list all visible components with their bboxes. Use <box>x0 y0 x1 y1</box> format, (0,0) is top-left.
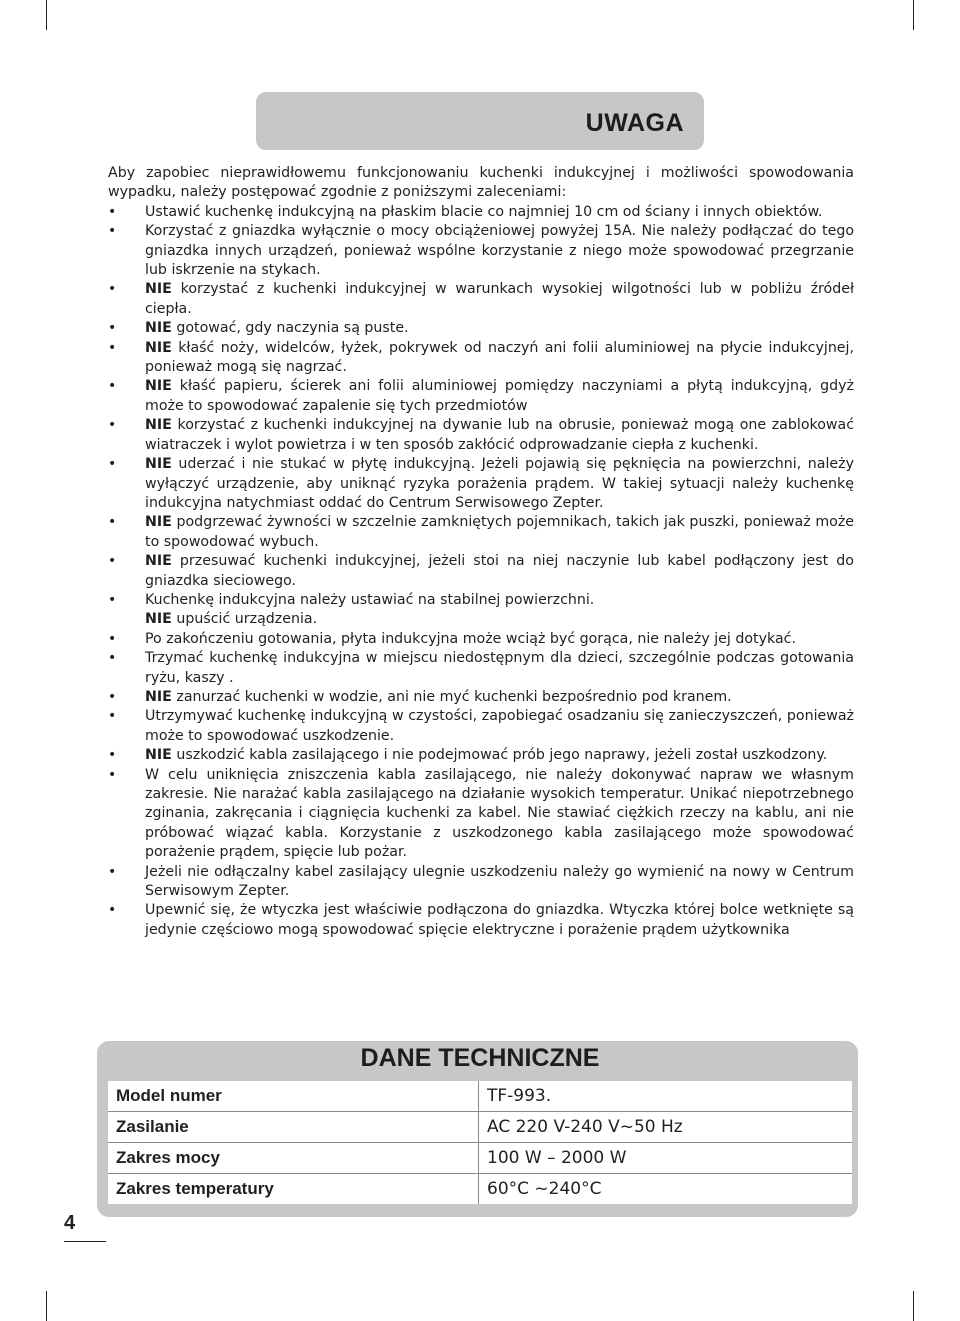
warning-emphasis: NIE <box>145 456 172 473</box>
warning-list-item <box>108 688 854 707</box>
warning-list-item <box>108 630 854 649</box>
tech-data-label: Zakres mocy <box>108 1143 479 1174</box>
warning-list-item <box>108 280 854 319</box>
warning-text: przesuwać kuchenki indukcyjnej, jeżeli stoi na niej naczynie lub kabel podłączony jest do gniazdka sieciowego. <box>145 553 854 589</box>
warning-text: korzystać z kuchenki indukcyjnej w warunkach wysokiej wilgotności lub w pobliżu źródeł ciepła. <box>145 281 854 317</box>
tech-data-label: Zakres temperatury <box>116 1179 274 1198</box>
warning-list-item <box>108 591 854 630</box>
warning-banner <box>256 92 704 150</box>
warning-emphasis: NIE <box>145 281 172 298</box>
warning-text: Ustawić kuchenkę indukcyjną na płaskim blacie co najmniej 10 cm od ściany i innych obiektów. <box>145 203 823 220</box>
warning-emphasis: NIE <box>145 417 172 434</box>
warning-emphasis: NIE <box>145 553 172 570</box>
warning-list-item <box>108 649 854 688</box>
tech-data-row <box>108 1174 852 1205</box>
warning-intro: Aby zapobiec nieprawidłowemu funkcjonowaniu kuchenki indukcyjnej i możliwości spowodowania wypadku, należy postępować zgodnie z poniższymi zaleceniami: <box>108 165 854 201</box>
warning-list-item <box>108 203 854 222</box>
warning-text: Korzystać z gniazdka wyłącznie o mocy obciążeniowej powyżej 15A. Nie należy podłączać do tego gniazdka innych urządzeń, ponieważ wspólne korzystanie z niego może spowodować przegrzanie lub iskrzenie na stykach. <box>145 223 854 279</box>
warning-list-item <box>108 222 854 280</box>
warning-list-item <box>108 339 854 378</box>
warning-list-item <box>108 552 854 591</box>
warning-list-item <box>108 319 854 338</box>
warning-emphasis: NIE <box>145 339 172 356</box>
warning-emphasis: NIE <box>145 688 172 705</box>
warning-text: Jeżeli nie odłączalny kabel zasilający ulegnie uszkodzeniu należy go wymienić na nowy w Centrum Serwisowym Zepter. <box>145 863 854 900</box>
warning-list-item <box>108 863 854 902</box>
warning-text: W celu uniknięcia zniszczenia kabla zasilającego, nie należy dokonywać napraw we własnym zakresie. Nie narażać kabla zasilającego na działanie wysokich temperatur. Unikać niepotrzebnego zginania, zakręcania i ciągnięcia kuchenki za kabel. Nie stawiać ciężkich rzeczy na kablu, ani nie próbować wiązać kabla. Korzystanie z uszkodzonego kabla zasilającego może spowodować porażenie prądem, spięcie lub pożar. <box>145 766 854 861</box>
warning-list <box>108 203 854 940</box>
warning-text: uderzać i nie stukać w płytę indukcyjną. Jeżeli pojawią się pęknięcia na powierzchni, należy wyłączyć urządzenie, aby uniknąć ryzyka porażenia prądem. W takiej sytuacji należy kuchenkę indukcyjna natychmiast oddać do Centrum Serwisowego Zepter. <box>145 456 854 511</box>
warning-emphasis: NIE <box>145 320 172 337</box>
warning-list-item <box>108 746 854 765</box>
crop-mark <box>46 0 47 30</box>
tech-data-row <box>108 1143 852 1174</box>
warning-list-item <box>108 707 854 746</box>
warning-text: uszkodzić kabla zasilającego i nie podejmować prób jego naprawy, jeżeli został uszkodzony. <box>171 747 828 764</box>
warning-emphasis: NIE <box>145 514 172 531</box>
tech-data-row <box>108 1081 852 1112</box>
warning-text: gotować, gdy naczynia są puste. <box>171 320 409 337</box>
crop-mark <box>46 1291 47 1321</box>
warning-text: podgrzewać żywności w szczelnie zamkniętych pojemnikach, takich jak puszki, ponieważ może to spowodować wybuch. <box>145 514 854 550</box>
warning-text: zanurzać kuchenki w wodzie, ani nie myć kuchenki bezpośrednio pod kranem. <box>171 688 732 705</box>
warning-text: Kuchenkę indukcyjna należy ustawiać na stabilnej powierzchni. <box>145 591 595 608</box>
warning-text: kłaść noży, widelców, łyżek, pokrywek od naczyń ani folii aluminiowej na płycie indukcyjnej, ponieważ mogą się nagrzać. <box>145 339 854 376</box>
warning-text: Po zakończeniu gotowania, płyta indukcyjna może wciąż być gorąca, nie należy jej dotykać. <box>145 630 796 647</box>
page-number-rule <box>64 1241 106 1242</box>
warning-title: UWAGA <box>585 109 684 137</box>
tech-data-value: AC 220 V-240 V~50 Hz <box>479 1112 853 1143</box>
warning-text: Trzymać kuchenkę indukcyjna w miejscu niedostępnym dla dzieci, szczególnie podczas gotowania ryżu, kaszy . <box>145 650 854 686</box>
warning-text: kłaść papieru, ścierek ani folii aluminiowej pomiędzy naczyniami a płytą indukcyjną, gdyż może to spowodować zapalenie się tych przedmiotów <box>145 378 854 414</box>
tech-data-label: Zasilanie <box>108 1112 479 1143</box>
tech-data-value: TF-993. <box>479 1081 853 1112</box>
tech-data-table <box>108 1081 852 1204</box>
warning-list-item <box>108 513 854 552</box>
warning-emphasis: NIE <box>145 747 172 764</box>
warning-list-item <box>108 455 854 513</box>
warning-text: korzystać z kuchenki indukcyjnej na dywanie lub na obrusie, ponieważ mogą one zablokować wiatraczek i wylot powietrza i w ten sposób zakłócić odprowadzanie ciepła z kuchenki. <box>145 417 854 453</box>
tech-data-title: DANE TECHNICZNE <box>360 1044 600 1072</box>
page-number: 4 <box>64 1212 76 1234</box>
crop-mark <box>913 1291 914 1321</box>
warning-emphasis: NIE <box>145 611 172 628</box>
warning-list-item <box>108 377 854 416</box>
warning-list-item <box>108 416 854 455</box>
warning-emphasis: NIE <box>145 378 172 395</box>
tech-data-value: 100 W – 2000 W <box>479 1143 853 1174</box>
crop-mark <box>913 0 914 30</box>
warning-list-item <box>108 901 854 940</box>
warning-text: Upewnić się, że wtyczka jest właściwie podłączona do gniazdka. Wtyczka której bolce wetknięte są jedynie częściowo mogą spowodować spięcie elektryczne i porażenie prądem użytkownika <box>145 902 854 938</box>
warning-content <box>108 164 854 940</box>
warning-list-item <box>108 766 854 863</box>
warning-tail-text: upuścić urządzenia. <box>171 611 318 628</box>
warning-tail <box>145 610 854 629</box>
tech-data-value: 60°C ~240°C <box>479 1174 853 1205</box>
tech-data-label: Model numer <box>108 1081 479 1112</box>
warning-text: Utrzymywać kuchenkę indukcyjną w czystości, zapobiegać osadzaniu się zanieczyszczeń, ponieważ może to spowodować uszkodzenie. <box>145 708 854 744</box>
tech-data-row <box>108 1112 852 1143</box>
